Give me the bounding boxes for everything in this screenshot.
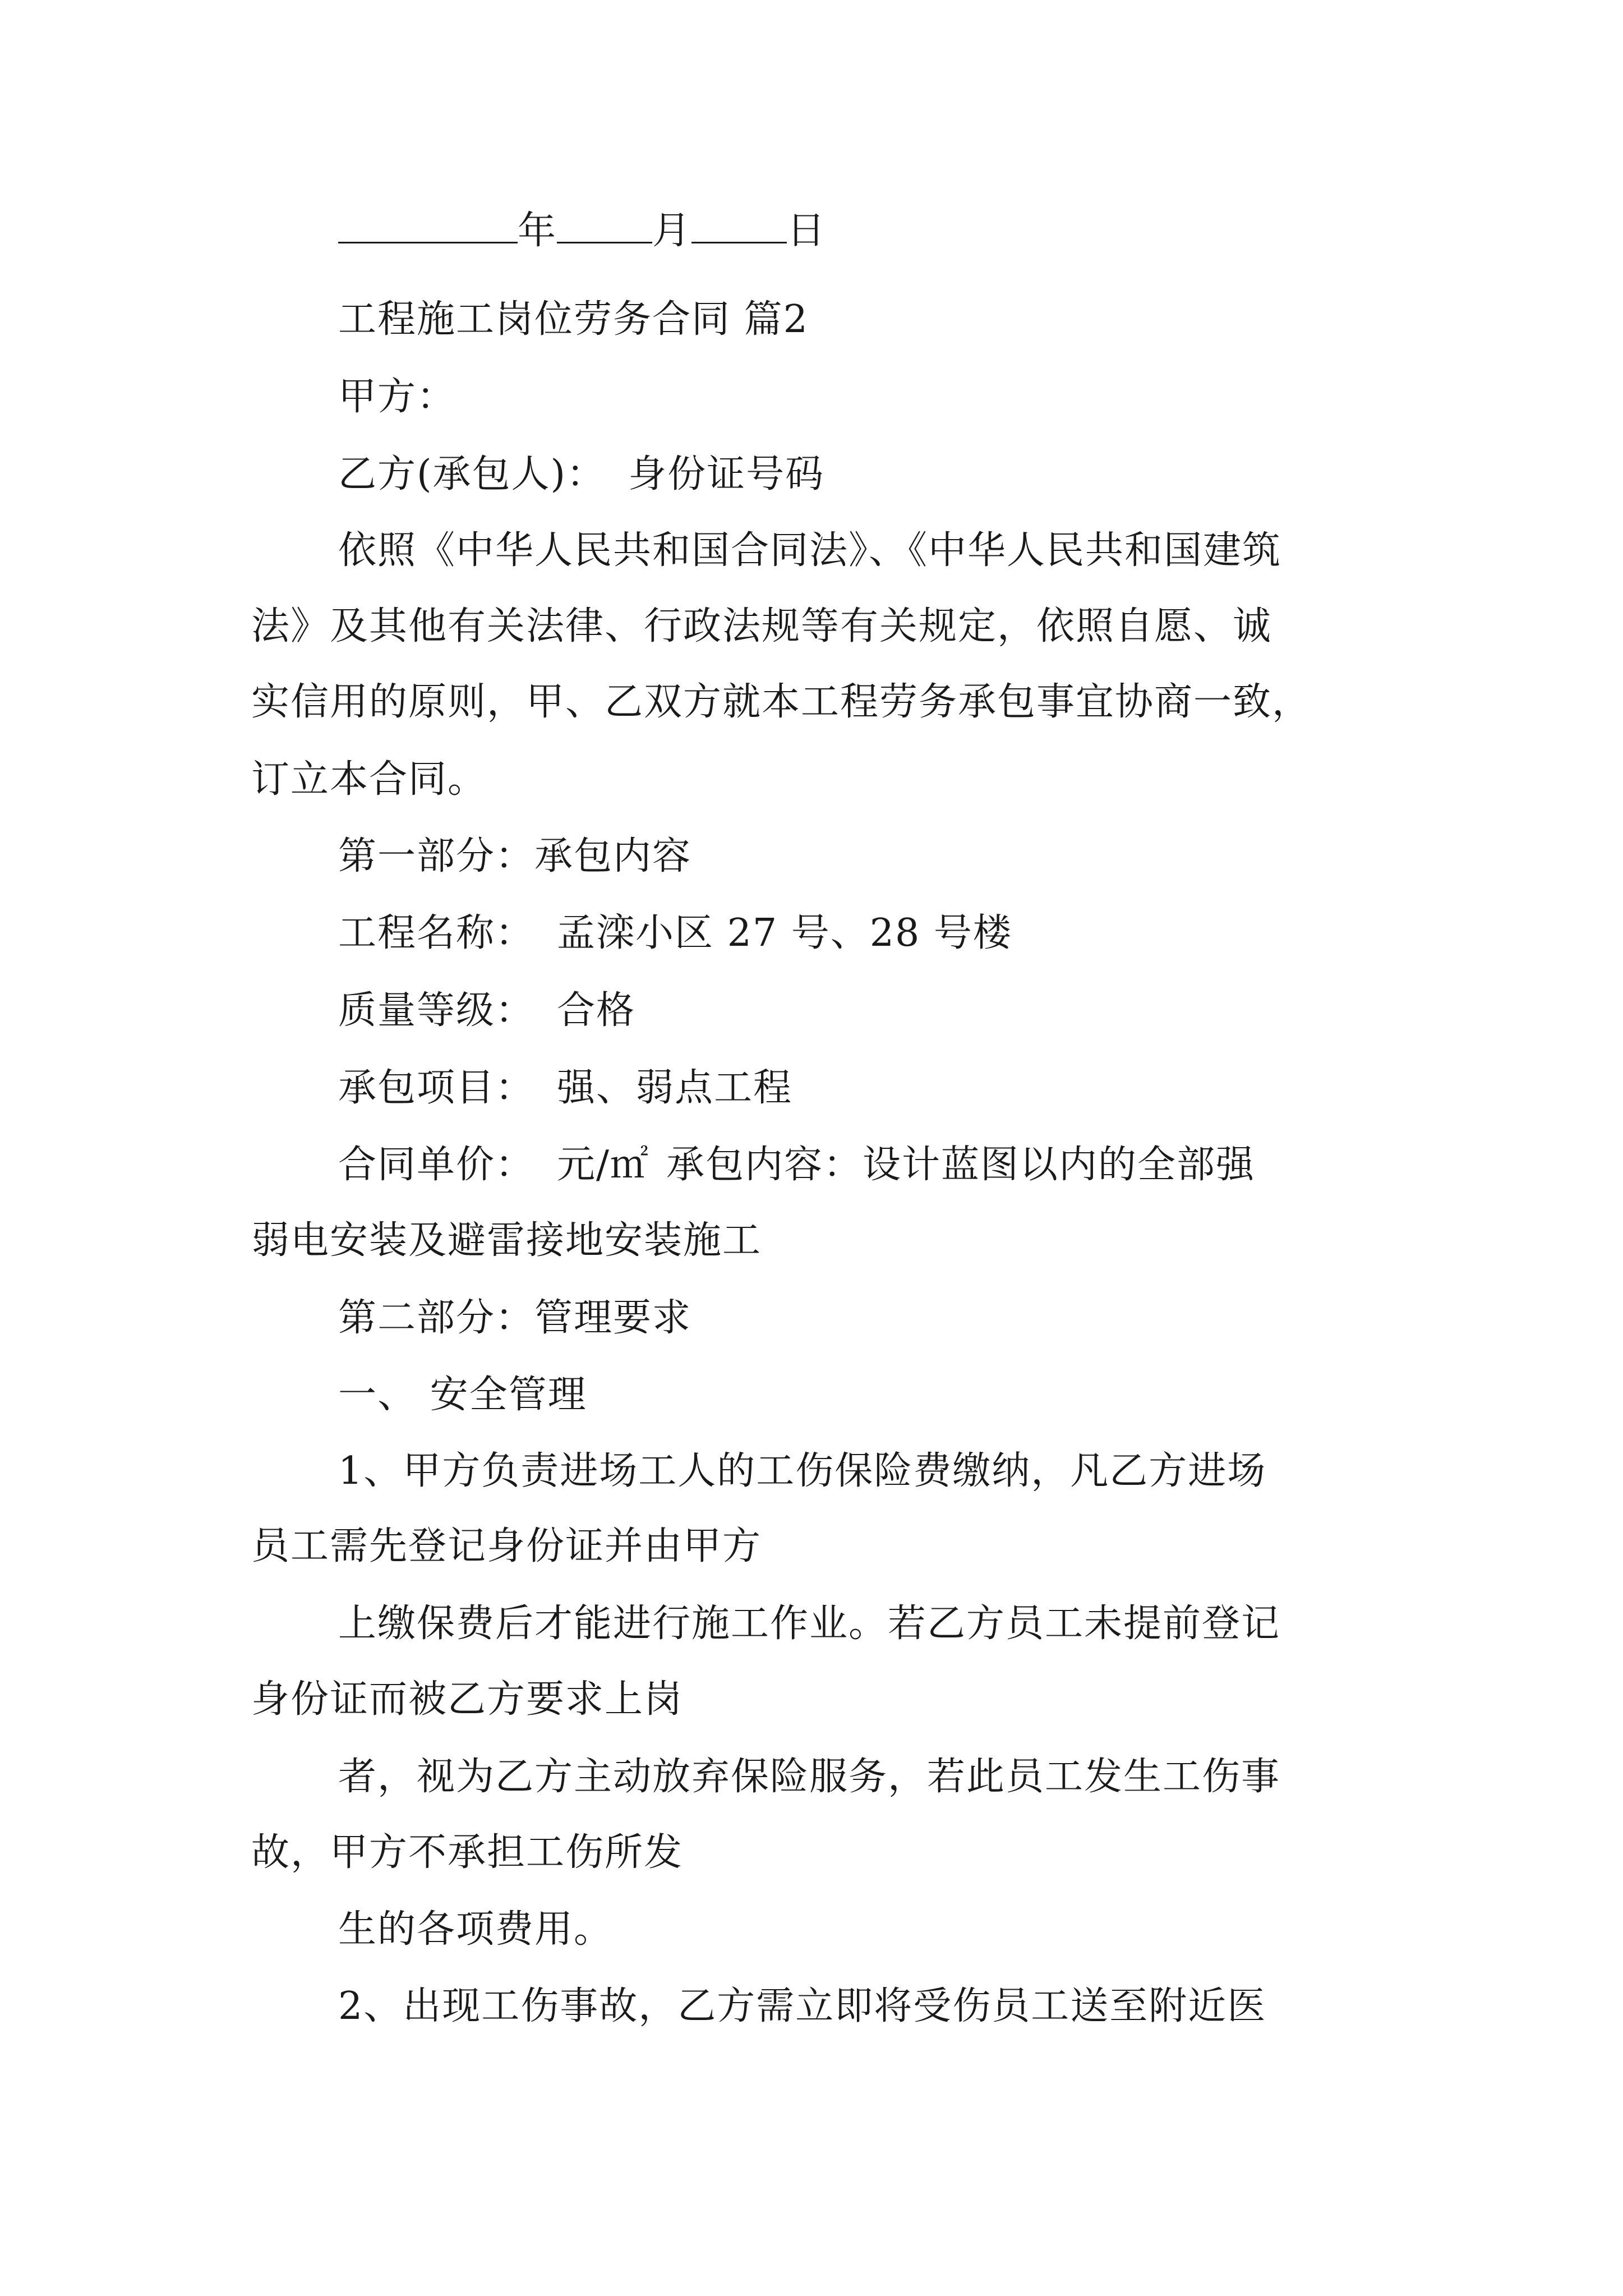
- part1-heading: 第一部分：承包内容: [338, 834, 692, 878]
- year-label: 年: [518, 209, 557, 253]
- price-label: 合同单价：: [338, 1143, 535, 1187]
- quality-label: 质量等级：: [338, 988, 535, 1033]
- quality-line: [338, 988, 635, 1033]
- clause1-line-7: 生的各项费用。: [338, 1907, 614, 1952]
- preamble-line-2: 法》及其他有关法律、行政法规等有关规定，依照自愿、诚: [251, 604, 1272, 648]
- clause1-line-4: 身份证而被乙方要求上岗: [251, 1677, 684, 1722]
- party-b-label: 乙方(承包人)：: [338, 452, 606, 496]
- day-blank: [691, 209, 787, 243]
- clause1-line-5: 者，视为乙方主动放弃保险服务，若此员工发生工伤事: [338, 1755, 1281, 1799]
- month-blank: [557, 209, 652, 243]
- clause1-line-2: 员工需先登记身份证并由甲方: [251, 1524, 762, 1568]
- part2-heading: 第二部分：管理要求: [338, 1296, 692, 1340]
- contract-title: 工程施工岗位劳务合同 篇2: [338, 297, 809, 342]
- quality-value: 合格: [557, 988, 636, 1033]
- preamble-line-3: 实信用的原则，甲、乙双方就本工程劳务承包事宜协商一致，: [251, 680, 1312, 724]
- year-blank: [338, 209, 518, 243]
- clause2-line-1: 2、出现工伤事故，乙方需立即将受伤员工送至附近医: [338, 1984, 1267, 2028]
- preamble-line-4: 订立本合同。: [251, 757, 487, 802]
- month-label: 月: [652, 209, 692, 253]
- date-line: [338, 209, 826, 254]
- item-label: 承包项目：: [338, 1066, 535, 1110]
- section-safety-heading: 一、 安全管理: [338, 1373, 587, 1417]
- price-value: 元/㎡: [557, 1143, 649, 1187]
- item-line: [338, 1066, 792, 1111]
- content-line-2: 弱电安装及避雷接地安装施工: [251, 1218, 762, 1263]
- party-a-label: 甲方：: [338, 375, 457, 419]
- price-line: [338, 1143, 1255, 1188]
- clause1-line-6: 故，甲方不承担工伤所发: [251, 1830, 684, 1875]
- day-label: 日: [787, 209, 827, 253]
- party-b-line: [338, 452, 824, 497]
- content-line-1: 承包内容：设计蓝图以内的全部强: [666, 1143, 1255, 1187]
- project-name-line: [338, 911, 1012, 956]
- preamble-line-1: 依照《中华人民共和国合同法》、《中华人民共和国建筑: [338, 528, 1282, 573]
- project-name-label: 工程名称：: [338, 911, 535, 955]
- clause1-line-3: 上缴保费后才能进行施工作业。若乙方员工未提前登记: [338, 1602, 1281, 1646]
- item-value: 强、弱点工程: [557, 1066, 793, 1110]
- id-number-label: 身份证号码: [628, 452, 825, 496]
- clause1-line-1: 1、甲方负责进场工人的工伤保险费缴纳，凡乙方进场: [338, 1449, 1267, 1493]
- project-name-value: 孟滦小区 27 号、28 号楼: [557, 911, 1012, 955]
